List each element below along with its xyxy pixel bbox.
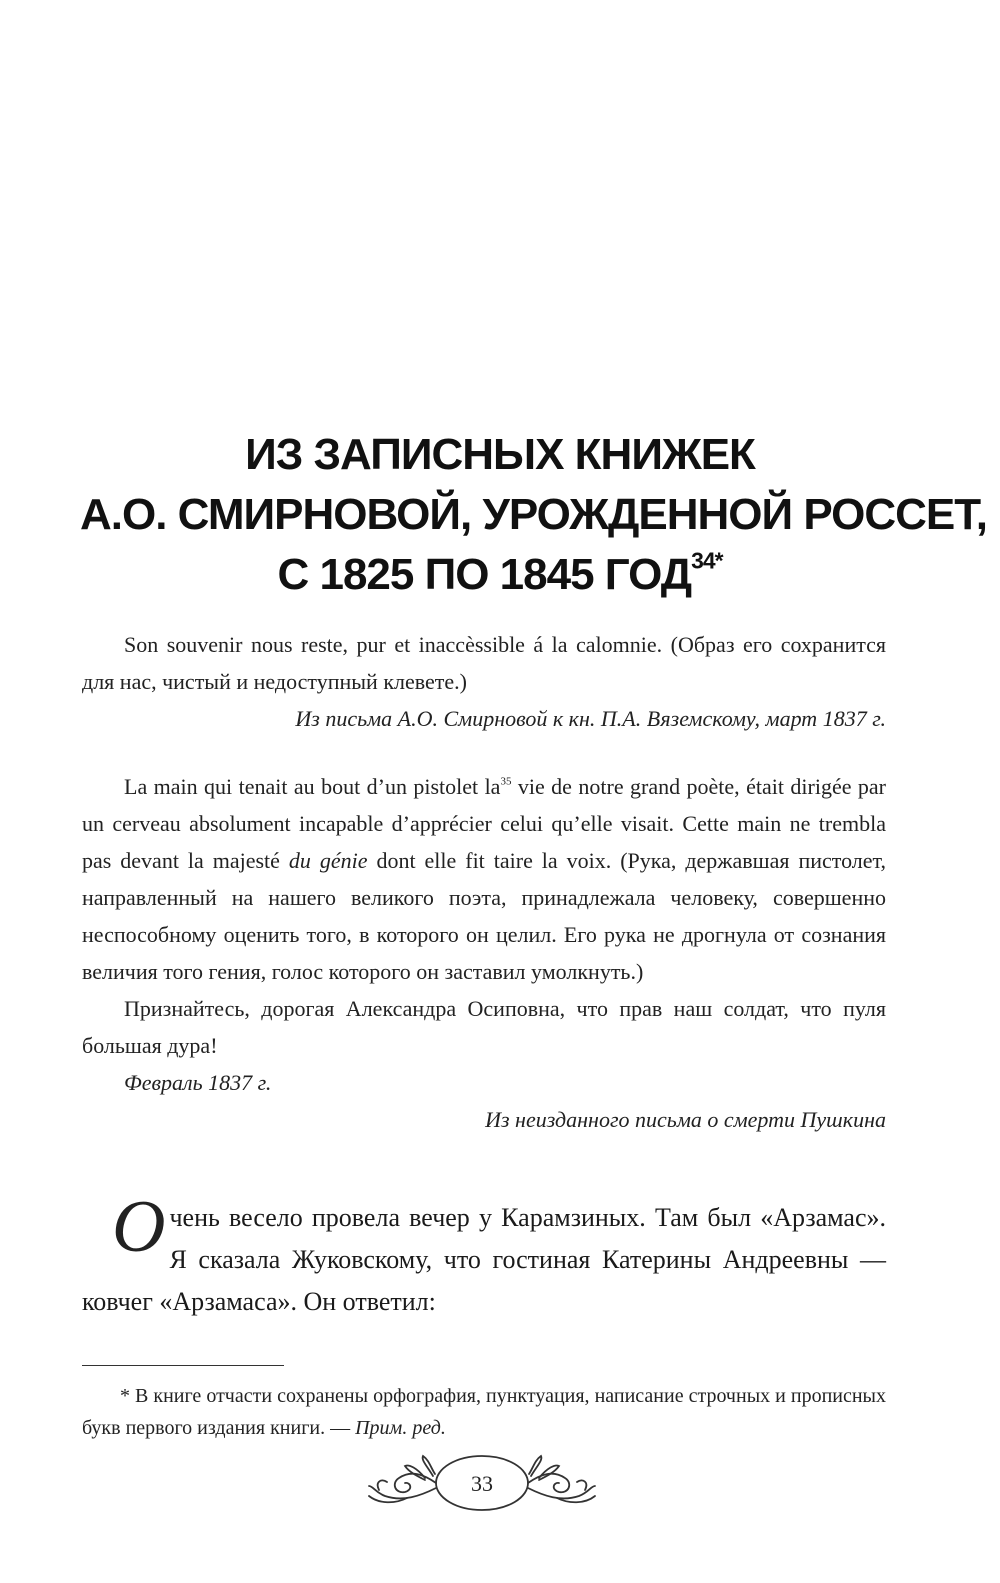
epigraph-1-source: Из письма А.О. Смирновой к кн. П.А. Вяземскому, март 1837 г. — [295, 706, 886, 731]
epigraph-2-date: Февраль 1837 г. — [124, 1070, 272, 1095]
epigraph-2-text-mid: vie de notre grand poète, était dirigée par un cerveau absolument incapable d’apprécier celui qu’elle visait. Cette main ne trembla pas devant la majesté — [82, 774, 886, 873]
title-line-3-text: С 1825 ПО 1845 ГОД — [277, 550, 692, 599]
title-line-2: А.О. СМИРНОВОЙ, УРОЖДЕННОЙ РОССЕТ, — [80, 490, 987, 539]
epigraph-2-italic: du génie — [288, 848, 368, 873]
epigraph-2-source: Из неизданного письма о смерти Пушкина — [485, 1107, 886, 1132]
epigraph-2 — [82, 768, 886, 1138]
page-number: 33 — [471, 1471, 493, 1496]
footnote-text: * В книге отчасти сохранены орфография, пунктуация, написание строчных и прописных букв первого издания книги. — — [82, 1385, 886, 1439]
epigraph-2-paragraph-1 — [82, 768, 886, 990]
title-footnote-ref: 34* — [691, 547, 723, 574]
epigraph-2-text-before: La main qui tenait au bout d’un pistolet la — [124, 774, 501, 799]
drop-cap: О — [112, 1186, 166, 1268]
title-line-3 — [80, 545, 920, 605]
title-line-1: ИЗ ЗАПИСНЫХ КНИЖЕК — [245, 430, 755, 479]
main-text — [82, 1186, 886, 1323]
main-text-body: чень весело провела вечер у Карамзиных. Там был «Арзамас». Я сказала Жуковскому, что гостиная Катерины Андреевны — ковчег «Арзамаса». Он ответил: — [82, 1203, 886, 1316]
epigraph-1-text: Son souvenir nous reste, pur et inaccèssible á la calomnie. (Образ его сохранится для нас, чистый и недоступный клевете.) — [82, 632, 886, 694]
footnote-ref-35: 35 — [500, 775, 512, 788]
footnote-editor-note: Прим. ред. — [355, 1417, 446, 1439]
footnote-divider — [82, 1365, 284, 1366]
page-title — [80, 425, 987, 605]
epigraph-2-text-after: dont elle fit taire la voix. (Рука, державшая пистолет, направленный на нашего великого поэта, принадлежала человеку, совершенно неспособному оценить того, в которого он целил. Его рука не дрогнула от сознания величия того гения, голос которого он заставил умолкнуть.) — [82, 848, 886, 984]
epigraph-1 — [82, 626, 886, 737]
footnote — [82, 1380, 886, 1444]
epigraph-2-paragraph-2: Признайтесь, дорогая Александра Осиповна, что прав наш солдат, что пуля большая дура! — [82, 996, 886, 1058]
